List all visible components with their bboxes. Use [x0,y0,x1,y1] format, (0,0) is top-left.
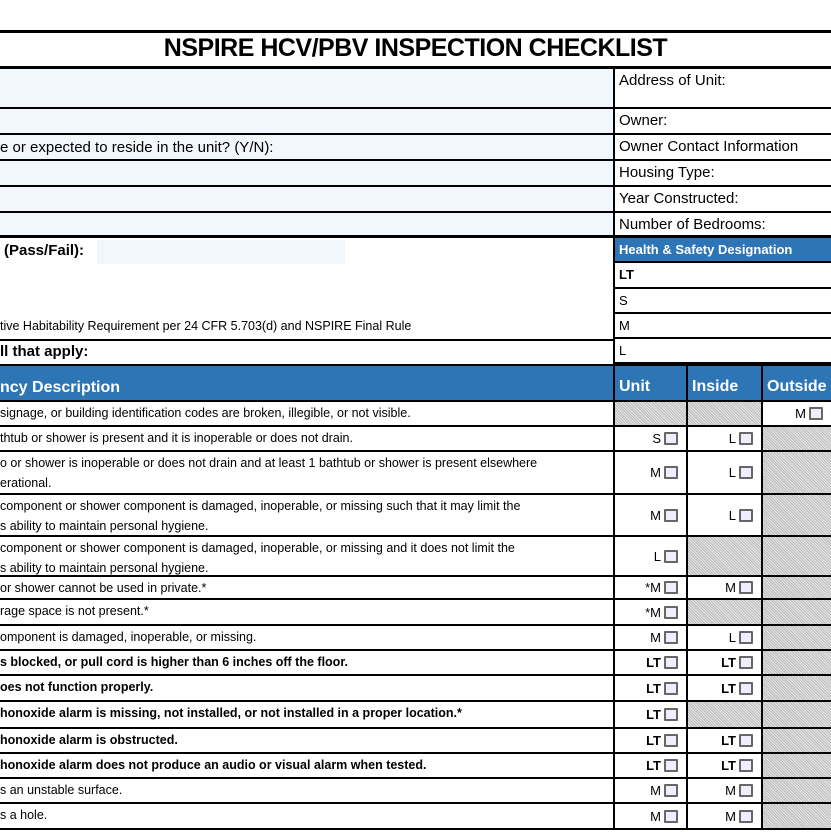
deficiency-description [0,537,613,575]
inside-designation: LT [721,680,736,696]
inside-designation: L [728,507,736,523]
table-row [0,495,831,537]
info-field[interactable] [0,213,613,235]
outside-cell [761,729,831,752]
description-line: thtub or shower is present and it is inoperable or does not drain. [0,431,353,445]
table-row [0,754,831,779]
checkbox[interactable] [739,581,753,594]
info-row [0,187,831,213]
info-field[interactable] [0,109,613,133]
checkbox[interactable] [664,759,678,772]
description-line: component or shower component is damaged, inoperable, or missing and it does not limit the [0,541,515,555]
checkbox[interactable] [664,810,678,823]
checkbox[interactable] [739,682,753,695]
habitability-note: tive Habitability Requirement per 24 CFR 5.703(d) and NSPIRE Final Rule [0,319,412,333]
checkbox[interactable] [664,509,678,522]
unit-cell[interactable] [613,702,686,727]
table-row [0,676,831,702]
inside-cell [686,402,761,425]
deficiency-description [0,600,613,624]
outside-cell [761,537,831,575]
deficiency-description [0,651,613,674]
header-unit: Unit [613,366,686,400]
info-row [0,161,831,187]
deficiency-description [0,577,613,598]
header-description: ncy Description [0,379,121,396]
deficiency-description [0,804,613,828]
info-label: Number of Bedrooms: [613,213,831,235]
info-label: Address of Unit: [613,69,831,107]
pass-fail-label: (Pass/Fail): [4,242,85,259]
hs-level: L [613,339,831,364]
inside-designation: L [728,465,736,480]
table-row [0,452,831,495]
unit-designation: LT [646,655,661,670]
table-row [0,651,831,676]
unit-designation: LT [646,707,661,722]
unit-designation: M [650,507,661,523]
outside-cell [761,626,831,649]
inside-cell[interactable] [686,577,761,598]
deficiency-description [0,702,613,727]
hs-level: LT [613,263,831,289]
table-row [0,626,831,651]
deficiency-description [0,729,613,752]
outside-cell [761,577,831,598]
page-title: NSPIRE HCV/PBV INSPECTION CHECKLIST [0,30,831,66]
inside-designation: LT [721,655,736,670]
outside-cell [761,651,831,674]
unit-designation: M [650,465,661,480]
checkbox[interactable] [664,784,678,797]
unit-designation: L [653,548,661,564]
deficiency-description [0,626,613,649]
inside-designation: LT [721,758,736,773]
outside-cell [761,495,831,535]
unit-cell[interactable] [613,651,686,674]
outside-cell[interactable] [761,402,831,425]
description-line: signage, or building identification codes are broken, illegible, or not visible. [0,406,411,420]
unit-cell[interactable] [613,427,686,450]
inside-cell[interactable] [686,729,761,752]
unit-cell[interactable] [613,577,686,598]
description-line: s blocked, or pull cord is higher than 6 inches off the floor. [0,655,348,669]
hs-level: S [613,289,831,314]
outside-cell [761,804,831,828]
info-row [0,135,831,161]
hs-row [0,289,831,314]
outside-cell [761,676,831,700]
unit-designation: M [650,630,661,645]
unit-cell[interactable] [613,626,686,649]
unit-cell[interactable] [613,676,686,700]
check-all-label: ll that apply: [0,343,89,360]
table-row [0,577,831,600]
inside-designation: M [725,783,736,798]
table-row [0,729,831,754]
inside-cell [686,702,761,727]
outside-cell [761,427,831,450]
checkbox[interactable] [664,581,678,594]
unit-designation: *M [645,580,661,595]
description-line: s ability to maintain personal hygiene. [0,561,209,575]
inside-designation: L [728,630,736,645]
header-outside: Outside [761,366,831,400]
checkbox[interactable] [739,432,753,445]
unit-cell[interactable] [613,452,686,493]
hs-level: M [613,314,831,339]
inside-cell[interactable] [686,779,761,802]
checkbox[interactable] [739,784,753,797]
info-label: Owner: [613,109,831,133]
info-label: Year Constructed: [613,187,831,211]
outside-cell [761,600,831,624]
deficiency-description [0,452,613,493]
info-field[interactable] [0,161,613,185]
inside-cell[interactable] [686,452,761,493]
inside-cell [686,537,761,575]
description-line: honoxide alarm is obstructed. [0,733,178,747]
checkbox[interactable] [739,509,753,522]
checkbox[interactable] [664,708,678,721]
unit-designation: LT [646,758,661,773]
unit-cell[interactable] [613,537,686,575]
unit-cell[interactable] [613,754,686,777]
inside-cell [686,600,761,624]
description-line: rage space is not present.* [0,604,149,618]
deficiency-description [0,495,613,535]
description-line: o or shower is inoperable or does not drain and at least 1 bathtub or shower is present elsewhere [0,456,538,470]
checkbox[interactable] [664,682,678,695]
inside-cell[interactable] [686,754,761,777]
inside-cell[interactable] [686,495,761,535]
description-line: oes not function properly. [0,680,154,694]
info-field[interactable] [0,69,613,107]
hs-row [0,339,831,364]
info-label: Owner Contact Information [613,135,831,159]
checkbox[interactable] [664,466,678,479]
table-row [0,402,831,427]
unit-designation: LT [646,733,661,748]
description-line: honoxide alarm is missing, not installed, or not installed in a proper location.* [0,706,462,720]
inside-cell[interactable] [686,427,761,450]
info-row [0,213,831,238]
deficiency-description [0,676,613,700]
divider [0,339,613,341]
checkbox[interactable] [664,550,678,563]
header-inside: Inside [686,366,761,400]
deficiency-description [0,779,613,802]
checkbox[interactable] [664,631,678,644]
checkbox[interactable] [739,810,753,823]
description-line: s ability to maintain personal hygiene. [0,519,209,533]
checkbox[interactable] [739,656,753,669]
inside-cell[interactable] [686,804,761,828]
deficiency-description [0,427,613,450]
table-row [0,804,831,830]
unit-cell[interactable] [613,729,686,752]
inside-designation: M [725,580,736,595]
unit-cell[interactable] [613,600,686,624]
hs-header: Health & Safety Designation [613,238,831,263]
table-row [0,702,831,729]
unit-designation: S [652,431,661,446]
description-line: or shower cannot be used in private.* [0,581,207,595]
table-header [0,364,831,402]
description-line: erational. [0,476,52,490]
inside-cell[interactable] [686,651,761,674]
checkbox[interactable] [809,407,823,420]
unit-cell[interactable] [613,804,686,828]
checkbox[interactable] [664,734,678,747]
outside-cell [761,754,831,777]
deficiency-description [0,754,613,777]
info-label: Housing Type: [613,161,831,185]
info-field[interactable]: e or expected to reside in the unit? (Y/N): [0,135,613,159]
inside-designation: LT [721,733,736,748]
unit-cell [613,402,686,425]
checkbox[interactable] [664,606,678,619]
deficiency-description [0,402,613,425]
checkbox[interactable] [664,656,678,669]
description-line: component or shower component is damaged, inoperable, or missing such that it may limit the [0,499,521,513]
inside-cell[interactable] [686,676,761,700]
table-row [0,600,831,626]
outside-cell [761,452,831,493]
checkbox[interactable] [739,466,753,479]
unit-cell[interactable] [613,779,686,802]
unit-designation: *M [645,604,661,620]
description-line: s a hole. [0,808,48,822]
description-line: honoxide alarm does not produce an audio or visual alarm when tested. [0,758,427,772]
inside-designation: L [728,431,736,446]
checkbox[interactable] [739,734,753,747]
outside-cell [761,702,831,727]
description-line: omponent is damaged, inoperable, or missing. [0,630,257,644]
inside-cell[interactable] [686,626,761,649]
description-line: s an unstable surface. [0,783,123,797]
table-row [0,537,831,577]
table-row [0,427,831,452]
checkbox[interactable] [664,432,678,445]
unit-designation: M [650,808,661,824]
info-row [0,66,831,109]
unit-designation: M [650,783,661,798]
checkbox[interactable] [739,759,753,772]
table-row [0,779,831,804]
outside-cell [761,779,831,802]
outside-designation: M [795,406,806,421]
inside-designation: M [725,808,736,824]
unit-cell[interactable] [613,495,686,535]
hs-row [0,263,831,289]
checkbox[interactable] [739,631,753,644]
pass-fail-input[interactable] [97,240,345,264]
info-row [0,109,831,135]
info-field[interactable] [0,187,613,211]
unit-designation: LT [646,680,661,696]
